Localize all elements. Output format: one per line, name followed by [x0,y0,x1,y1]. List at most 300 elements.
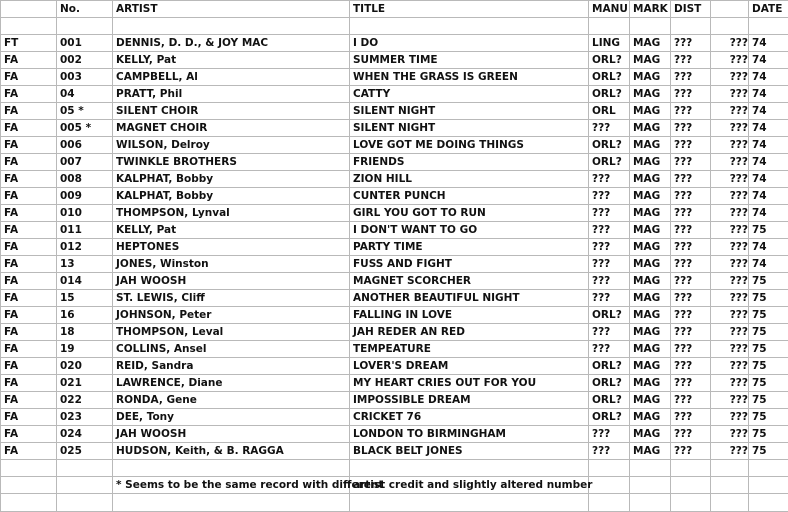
cell-date[interactable]: 75 [749,341,788,358]
cell-prefix[interactable]: FA [1,137,57,154]
cell-prefix[interactable]: FA [1,341,57,358]
table-row [1,358,788,375]
cell-manufacturer[interactable]: ORL? [589,86,630,103]
cell-prefix[interactable]: FA [1,154,57,171]
cell-distributor[interactable]: ??? [671,307,711,324]
cell-date[interactable]: 75 [749,426,788,443]
cell-mark[interactable]: MAG [630,341,671,358]
empty-cell[interactable] [350,494,589,512]
cell-extra[interactable]: ??? [711,103,749,120]
cell-date[interactable]: 75 [749,375,788,392]
cell-date[interactable]: 74 [749,35,788,52]
cell-manufacturer[interactable]: ??? [589,443,630,460]
cell-date[interactable]: 75 [749,358,788,375]
cell-extra[interactable]: ??? [711,256,749,273]
cell-mark[interactable]: MAG [630,426,671,443]
empty-cell[interactable] [711,477,749,494]
footnote-text-part2[interactable]: artist credit and slightly altered number [350,477,589,494]
empty-cell[interactable] [630,460,671,477]
cell-manufacturer[interactable]: ??? [589,171,630,188]
cell-mark[interactable]: MAG [630,324,671,341]
cell-artist[interactable]: MAGNET CHOIR [113,120,350,137]
cell-title[interactable]: FALLING IN LOVE [350,307,589,324]
empty-cell[interactable] [57,494,113,512]
cell-mark[interactable]: MAG [630,273,671,290]
empty-cell[interactable] [113,460,350,477]
cell-prefix[interactable]: FA [1,69,57,86]
cell-catalog-number[interactable]: 009 [57,188,113,205]
cell-artist[interactable]: PRATT, Phil [113,86,350,103]
cell-distributor[interactable]: ??? [671,324,711,341]
cell-mark[interactable]: MAG [630,239,671,256]
table-row [1,52,788,69]
cell-catalog-number[interactable]: 002 [57,52,113,69]
cell-catalog-number[interactable]: 19 [57,341,113,358]
cell-prefix[interactable]: FA [1,426,57,443]
header-row [1,1,788,18]
header-artist[interactable]: ARTIST [113,1,350,18]
cell-extra[interactable]: ??? [711,188,749,205]
cell-prefix[interactable]: FA [1,443,57,460]
cell-manufacturer[interactable]: ORL? [589,52,630,69]
header-prefix[interactable] [1,1,57,18]
cell-extra[interactable]: ??? [711,69,749,86]
cell-extra[interactable]: ??? [711,392,749,409]
cell-catalog-number[interactable]: 15 [57,290,113,307]
cell-catalog-number[interactable]: 16 [57,307,113,324]
cell-distributor[interactable]: ??? [671,290,711,307]
cell-artist[interactable]: SILENT CHOIR [113,103,350,120]
blank-row-top [1,18,788,35]
cell-catalog-number[interactable]: 022 [57,392,113,409]
cell-artist[interactable]: THOMPSON, Lynval [113,205,350,222]
cell-distributor[interactable]: ??? [671,205,711,222]
cell-title[interactable]: CUNTER PUNCH [350,188,589,205]
cell-date[interactable]: 75 [749,222,788,239]
cell-extra[interactable]: ??? [711,341,749,358]
cell-title[interactable]: CRICKET 76 [350,409,589,426]
cell-distributor[interactable]: ??? [671,409,711,426]
cell-date[interactable]: 74 [749,171,788,188]
cell-distributor[interactable]: ??? [671,188,711,205]
empty-cell[interactable] [57,18,113,35]
empty-cell[interactable] [113,494,350,512]
table-row [1,222,788,239]
cell-title[interactable]: SUMMER TIME [350,52,589,69]
cell-prefix[interactable]: FA [1,375,57,392]
cell-title[interactable]: PARTY TIME [350,239,589,256]
cell-extra[interactable]: ??? [711,324,749,341]
cell-prefix[interactable]: FA [1,171,57,188]
header-title[interactable]: TITLE [350,1,589,18]
cell-title[interactable]: TEMPEATURE [350,341,589,358]
cell-title[interactable]: MAGNET SCORCHER [350,273,589,290]
blank-row-after [1,460,788,477]
cell-manufacturer[interactable]: ??? [589,256,630,273]
cell-manufacturer[interactable]: ??? [589,222,630,239]
cell-extra[interactable]: ??? [711,171,749,188]
cell-prefix[interactable]: FA [1,409,57,426]
cell-distributor[interactable]: ??? [671,239,711,256]
cell-manufacturer[interactable]: ORL? [589,307,630,324]
header-mark[interactable]: MARK [630,1,671,18]
cell-artist[interactable]: THOMPSON, Leval [113,324,350,341]
cell-artist[interactable]: ST. LEWIS, Cliff [113,290,350,307]
header-dist[interactable]: DIST [671,1,711,18]
table-row [1,443,788,460]
cell-date[interactable]: 74 [749,69,788,86]
cell-date[interactable]: 75 [749,392,788,409]
cell-manufacturer[interactable]: ??? [589,120,630,137]
cell-extra[interactable]: ??? [711,273,749,290]
empty-cell[interactable] [589,494,630,512]
cell-catalog-number[interactable]: 012 [57,239,113,256]
cell-artist[interactable]: HEPTONES [113,239,350,256]
cell-mark[interactable]: MAG [630,392,671,409]
cell-title[interactable]: FRIENDS [350,154,589,171]
cell-prefix[interactable]: FA [1,188,57,205]
cell-artist[interactable]: KELLY, Pat [113,222,350,239]
cell-catalog-number[interactable]: 008 [57,171,113,188]
empty-cell[interactable] [350,460,589,477]
cell-distributor[interactable]: ??? [671,375,711,392]
cell-manufacturer[interactable]: ORL? [589,69,630,86]
empty-cell[interactable] [711,460,749,477]
cell-date[interactable]: 74 [749,137,788,154]
empty-cell[interactable] [749,494,788,512]
cell-distributor[interactable]: ??? [671,137,711,154]
cell-extra[interactable]: ??? [711,239,749,256]
cell-distributor[interactable]: ??? [671,426,711,443]
blank-row-bottom [1,494,788,512]
cell-prefix[interactable]: FA [1,307,57,324]
cell-date[interactable]: 74 [749,154,788,171]
empty-cell[interactable] [711,494,749,512]
cell-extra[interactable]: ??? [711,52,749,69]
table-row [1,409,788,426]
empty-cell[interactable] [1,460,57,477]
cell-distributor[interactable]: ??? [671,256,711,273]
cell-prefix[interactable]: FA [1,205,57,222]
table-row [1,120,788,137]
cell-distributor[interactable]: ??? [671,154,711,171]
table-row [1,103,788,120]
cell-mark[interactable]: MAG [630,222,671,239]
header-extra[interactable] [711,1,749,18]
cell-manufacturer[interactable]: ORL? [589,137,630,154]
cell-distributor[interactable]: ??? [671,69,711,86]
cell-manufacturer[interactable]: ??? [589,324,630,341]
cell-catalog-number[interactable]: 18 [57,324,113,341]
cell-mark[interactable]: MAG [630,375,671,392]
cell-prefix[interactable]: FA [1,222,57,239]
cell-manufacturer[interactable]: ORL? [589,358,630,375]
table-row [1,324,788,341]
cell-title[interactable]: FUSS AND FIGHT [350,256,589,273]
cell-title[interactable]: ANOTHER BEAUTIFUL NIGHT [350,290,589,307]
cell-extra[interactable]: ??? [711,137,749,154]
cell-mark[interactable]: MAG [630,69,671,86]
cell-catalog-number[interactable]: 021 [57,375,113,392]
cell-date[interactable]: 74 [749,256,788,273]
cell-artist[interactable]: WILSON, Delroy [113,137,350,154]
cell-catalog-number[interactable]: 014 [57,273,113,290]
cell-extra[interactable]: ??? [711,375,749,392]
empty-cell[interactable] [671,477,711,494]
cell-catalog-number[interactable]: 006 [57,137,113,154]
cell-catalog-number[interactable]: 001 [57,35,113,52]
table-row [1,290,788,307]
empty-cell[interactable] [749,460,788,477]
empty-cell[interactable] [1,477,57,494]
cell-mark[interactable]: MAG [630,358,671,375]
empty-cell[interactable] [589,18,630,35]
cell-distributor[interactable]: ??? [671,171,711,188]
cell-date[interactable]: 74 [749,120,788,137]
table-row [1,171,788,188]
cell-title[interactable]: JAH REDER AN RED [350,324,589,341]
cell-extra[interactable]: ??? [711,358,749,375]
table-row [1,205,788,222]
cell-manufacturer[interactable]: LING [589,35,630,52]
cell-distributor[interactable]: ??? [671,86,711,103]
empty-cell[interactable] [630,477,671,494]
cell-distributor[interactable]: ??? [671,392,711,409]
cell-manufacturer[interactable]: ??? [589,341,630,358]
table-row [1,69,788,86]
cell-mark[interactable]: MAG [630,290,671,307]
cell-manufacturer[interactable]: ORL? [589,375,630,392]
cell-distributor[interactable]: ??? [671,103,711,120]
cell-artist[interactable]: CAMPBELL, Al [113,69,350,86]
cell-mark[interactable]: MAG [630,52,671,69]
cell-date[interactable]: 74 [749,205,788,222]
cell-date[interactable]: 75 [749,307,788,324]
cell-prefix[interactable]: FA [1,324,57,341]
cell-mark[interactable]: MAG [630,137,671,154]
table-row [1,375,788,392]
table-row [1,392,788,409]
cell-title[interactable]: I DO [350,35,589,52]
cell-mark[interactable]: MAG [630,154,671,171]
cell-extra[interactable]: ??? [711,290,749,307]
cell-distributor[interactable]: ??? [671,341,711,358]
cell-distributor[interactable]: ??? [671,120,711,137]
cell-title[interactable]: I DON'T WANT TO GO [350,222,589,239]
cell-mark[interactable]: MAG [630,307,671,324]
cell-mark[interactable]: MAG [630,256,671,273]
cell-distributor[interactable]: ??? [671,273,711,290]
table-row [1,341,788,358]
table-row [1,426,788,443]
cell-mark[interactable]: MAG [630,103,671,120]
empty-cell[interactable] [630,18,671,35]
cell-manufacturer[interactable]: ORL [589,103,630,120]
empty-cell[interactable] [671,460,711,477]
cell-prefix[interactable]: FA [1,239,57,256]
cell-distributor[interactable]: ??? [671,358,711,375]
empty-cell[interactable] [589,477,630,494]
empty-cell[interactable] [671,494,711,512]
cell-mark[interactable]: MAG [630,188,671,205]
footnote-text-part1[interactable]: * Seems to be the same record with different [113,477,350,494]
cell-mark[interactable]: MAG [630,86,671,103]
cell-catalog-number[interactable]: 010 [57,205,113,222]
cell-prefix[interactable]: FA [1,120,57,137]
cell-extra[interactable]: ??? [711,86,749,103]
cell-catalog-number[interactable]: 011 [57,222,113,239]
table-row [1,188,788,205]
cell-mark[interactable]: MAG [630,443,671,460]
cell-extra[interactable]: ??? [711,154,749,171]
cell-artist[interactable]: KALPHAT, Bobby [113,188,350,205]
cell-title[interactable]: LONDON TO BIRMINGHAM [350,426,589,443]
empty-cell[interactable] [1,18,57,35]
cell-artist[interactable]: TWINKLE BROTHERS [113,154,350,171]
cell-artist[interactable]: RONDA, Gene [113,392,350,409]
cell-mark[interactable]: MAG [630,205,671,222]
cell-artist[interactable]: JAH WOOSH [113,273,350,290]
cell-manufacturer[interactable]: ORL? [589,392,630,409]
cell-extra[interactable]: ??? [711,35,749,52]
cell-prefix[interactable]: FA [1,358,57,375]
cell-artist[interactable]: JOHNSON, Peter [113,307,350,324]
cell-title[interactable]: BLACK BELT JONES [350,443,589,460]
cell-title[interactable]: LOVE GOT ME DOING THINGS [350,137,589,154]
cell-catalog-number[interactable]: 020 [57,358,113,375]
cell-distributor[interactable]: ??? [671,35,711,52]
cell-prefix[interactable]: FA [1,290,57,307]
cell-artist[interactable]: JAH WOOSH [113,426,350,443]
cell-catalog-number[interactable]: 007 [57,154,113,171]
header-date[interactable]: DATE [749,1,788,18]
cell-extra[interactable]: ??? [711,426,749,443]
cell-date[interactable]: 75 [749,324,788,341]
cell-artist[interactable]: HUDSON, Keith, & B. RAGGA [113,443,350,460]
cell-manufacturer[interactable]: ??? [589,290,630,307]
cell-manufacturer[interactable]: ??? [589,273,630,290]
cell-date[interactable]: 74 [749,103,788,120]
cell-title[interactable]: LOVER'S DREAM [350,358,589,375]
empty-cell[interactable] [671,18,711,35]
cell-date[interactable]: 75 [749,290,788,307]
cell-mark[interactable]: MAG [630,35,671,52]
table-row [1,137,788,154]
cell-catalog-number[interactable]: 005 * [57,120,113,137]
cell-extra[interactable]: ??? [711,307,749,324]
cell-prefix[interactable]: FT [1,35,57,52]
cell-catalog-number[interactable]: 13 [57,256,113,273]
cell-catalog-number[interactable]: 023 [57,409,113,426]
empty-cell[interactable] [630,494,671,512]
cell-catalog-number[interactable]: 05 * [57,103,113,120]
cell-extra[interactable]: ??? [711,120,749,137]
cell-artist[interactable]: LAWRENCE, Diane [113,375,350,392]
cell-catalog-number[interactable]: 024 [57,426,113,443]
empty-cell[interactable] [57,460,113,477]
cell-date[interactable]: 74 [749,52,788,69]
cell-artist[interactable]: COLLINS, Ansel [113,341,350,358]
cell-artist[interactable]: KALPHAT, Bobby [113,171,350,188]
cell-catalog-number[interactable]: 003 [57,69,113,86]
cell-title[interactable]: SILENT NIGHT [350,103,589,120]
cell-prefix[interactable]: FA [1,52,57,69]
empty-cell[interactable] [1,494,57,512]
cell-manufacturer[interactable]: ??? [589,188,630,205]
table-row [1,256,788,273]
empty-cell[interactable] [350,18,589,35]
cell-manufacturer[interactable]: ??? [589,426,630,443]
table-row [1,154,788,171]
cell-title[interactable]: GIRL YOU GOT TO RUN [350,205,589,222]
cell-extra[interactable]: ??? [711,205,749,222]
cell-title[interactable]: MY HEART CRIES OUT FOR YOU [350,375,589,392]
cell-title[interactable]: ZION HILL [350,171,589,188]
cell-prefix[interactable]: FA [1,86,57,103]
table-row [1,86,788,103]
cell-prefix[interactable]: FA [1,273,57,290]
cell-date[interactable]: 74 [749,239,788,256]
header-no[interactable]: No. [57,1,113,18]
cell-date[interactable]: 74 [749,188,788,205]
table-row [1,307,788,324]
cell-artist[interactable]: JONES, Winston [113,256,350,273]
cell-manufacturer[interactable]: ??? [589,205,630,222]
cell-prefix[interactable]: FA [1,256,57,273]
cell-title[interactable]: IMPOSSIBLE DREAM [350,392,589,409]
cell-extra[interactable]: ??? [711,409,749,426]
cell-artist[interactable]: DENNIS, D. D., & JOY MAC [113,35,350,52]
table-row [1,35,788,52]
cell-prefix[interactable]: FA [1,392,57,409]
cell-mark[interactable]: MAG [630,409,671,426]
cell-artist[interactable]: REID, Sandra [113,358,350,375]
footnote-row [1,477,788,494]
empty-cell[interactable] [57,477,113,494]
cell-date[interactable]: 74 [749,86,788,103]
cell-title[interactable]: CATTY [350,86,589,103]
cell-mark[interactable]: MAG [630,171,671,188]
cell-prefix[interactable]: FA [1,103,57,120]
cell-manufacturer[interactable]: ORL? [589,154,630,171]
empty-cell[interactable] [589,460,630,477]
cell-catalog-number[interactable]: 025 [57,443,113,460]
empty-cell[interactable] [711,18,749,35]
cell-artist[interactable]: KELLY, Pat [113,52,350,69]
cell-title[interactable]: WHEN THE GRASS IS GREEN [350,69,589,86]
cell-distributor[interactable]: ??? [671,443,711,460]
empty-cell[interactable] [113,18,350,35]
header-manu[interactable]: MANU [589,1,630,18]
cell-distributor[interactable]: ??? [671,52,711,69]
cell-date[interactable]: 75 [749,273,788,290]
cell-title[interactable]: SILENT NIGHT [350,120,589,137]
empty-cell[interactable] [749,477,788,494]
table-row [1,273,788,290]
cell-extra[interactable]: ??? [711,443,749,460]
empty-cell[interactable] [749,18,788,35]
cell-extra[interactable]: ??? [711,222,749,239]
cell-manufacturer[interactable]: ORL? [589,409,630,426]
cell-distributor[interactable]: ??? [671,222,711,239]
cell-artist[interactable]: DEE, Tony [113,409,350,426]
cell-mark[interactable]: MAG [630,120,671,137]
cell-catalog-number[interactable]: 04 [57,86,113,103]
cell-date[interactable]: 75 [749,443,788,460]
cell-date[interactable]: 75 [749,409,788,426]
cell-manufacturer[interactable]: ??? [589,239,630,256]
table-row [1,239,788,256]
